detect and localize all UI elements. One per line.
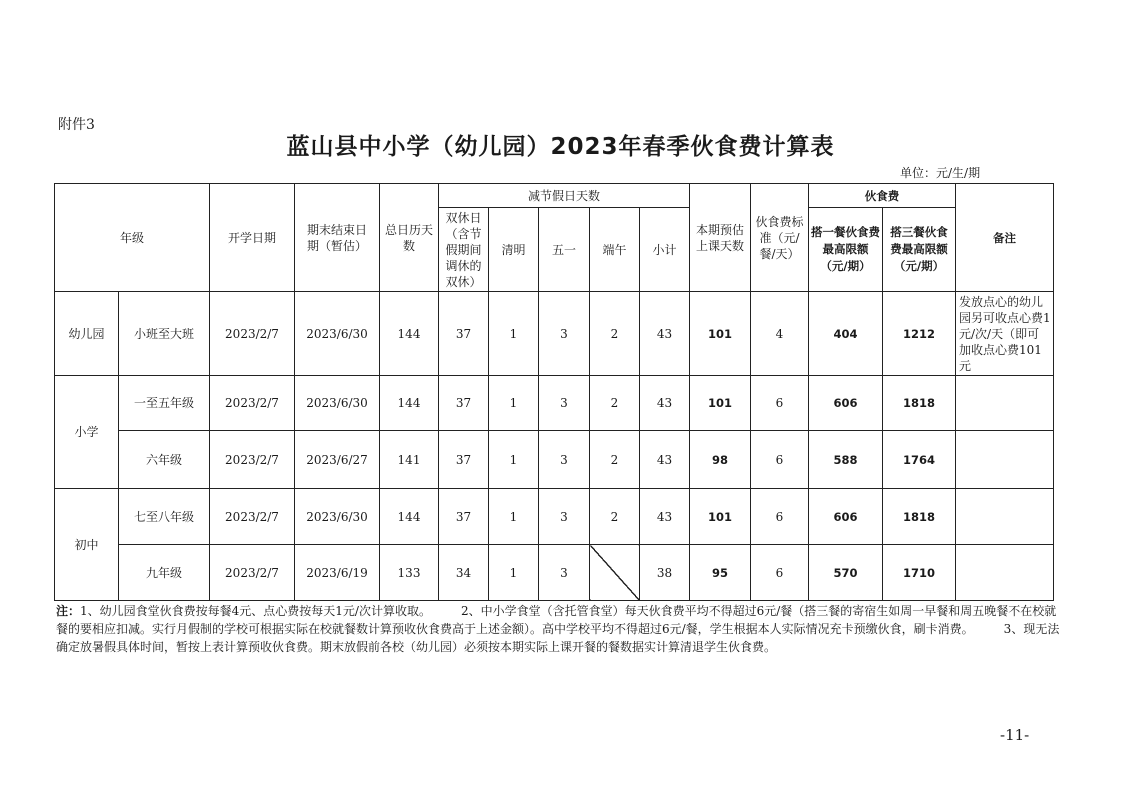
header-holiday-group: 减节假日天数	[439, 184, 690, 208]
notes	[56, 602, 1066, 656]
section-junior: 初中	[55, 489, 119, 601]
table-row	[55, 545, 1054, 601]
grade-cell: 六年级	[119, 431, 210, 489]
fee-standard-cell: 4	[751, 292, 809, 376]
table-row	[55, 292, 1054, 376]
duanwu-cell-empty	[590, 545, 640, 601]
duanwu-cell: 2	[590, 376, 640, 431]
duanwu-cell: 2	[590, 489, 640, 545]
header-total-days: 总日历天数	[380, 184, 439, 292]
three-meal-cell: 1764	[883, 431, 956, 489]
three-meal-cell: 1212	[883, 292, 956, 376]
unit-label: 单位：元/生/期	[900, 166, 981, 180]
header-school-days: 本期预估上课天数	[690, 184, 751, 292]
header-qingming: 清明	[489, 208, 539, 292]
grade-cell: 小班至大班	[119, 292, 210, 376]
page-number: -11-	[1000, 726, 1030, 744]
start-date-cell: 2023/2/7	[210, 489, 295, 545]
remark-cell	[956, 545, 1054, 601]
header-subtotal: 小计	[640, 208, 690, 292]
school-days-cell: 95	[690, 545, 751, 601]
subtotal-cell: 43	[640, 292, 690, 376]
subtotal-cell: 43	[640, 489, 690, 545]
grade-cell: 七至八年级	[119, 489, 210, 545]
header-start-date: 开学日期	[210, 184, 295, 292]
school-days-cell: 101	[690, 376, 751, 431]
school-days-cell: 101	[690, 489, 751, 545]
header-fee-standard: 伙食费标准（元/餐/天）	[751, 184, 809, 292]
table-row	[55, 489, 1054, 545]
end-date-cell: 2023/6/30	[295, 489, 380, 545]
fee-standard-cell: 6	[751, 545, 809, 601]
header-duanwu: 端午	[590, 208, 640, 292]
total-days-cell: 144	[380, 489, 439, 545]
subtotal-cell: 43	[640, 376, 690, 431]
wuyi-cell: 3	[539, 292, 590, 376]
end-date-cell: 2023/6/19	[295, 545, 380, 601]
fee-table	[54, 183, 1054, 601]
header-one-meal: 搭一餐伙食费最高限额（元/期）	[809, 208, 883, 292]
header-wuyi: 五一	[539, 208, 590, 292]
duanwu-cell: 2	[590, 431, 640, 489]
total-days-cell: 141	[380, 431, 439, 489]
grade-cell: 一至五年级	[119, 376, 210, 431]
three-meal-cell: 1818	[883, 489, 956, 545]
section-primary: 小学	[55, 376, 119, 489]
section-kindergarten: 幼儿园	[55, 292, 119, 376]
total-days-cell: 144	[380, 292, 439, 376]
table-row	[55, 431, 1054, 489]
qingming-cell: 1	[489, 431, 539, 489]
total-days-cell: 144	[380, 376, 439, 431]
header-grade: 年级	[55, 184, 210, 292]
header-remarks: 备注	[956, 184, 1054, 292]
wuyi-cell: 3	[539, 431, 590, 489]
start-date-cell: 2023/2/7	[210, 376, 295, 431]
weekend-cell: 37	[439, 292, 489, 376]
subtotal-cell: 38	[640, 545, 690, 601]
attachment-label: 附件3	[58, 117, 95, 133]
remark-cell	[956, 489, 1054, 545]
header-meal-fee-group: 伙食费	[809, 184, 956, 208]
one-meal-cell: 588	[809, 431, 883, 489]
school-days-cell: 98	[690, 431, 751, 489]
subtotal-cell: 43	[640, 431, 690, 489]
school-days-cell: 101	[690, 292, 751, 376]
duanwu-cell: 2	[590, 292, 640, 376]
header-three-meal: 搭三餐伙食费最高限额（元/期）	[883, 208, 956, 292]
qingming-cell: 1	[489, 376, 539, 431]
fee-standard-cell: 6	[751, 431, 809, 489]
fee-standard-cell: 6	[751, 489, 809, 545]
start-date-cell: 2023/2/7	[210, 545, 295, 601]
header-end-date: 期末结束日期（暂估）	[295, 184, 380, 292]
wuyi-cell: 3	[539, 545, 590, 601]
wuyi-cell: 3	[539, 376, 590, 431]
grade-cell: 九年级	[119, 545, 210, 601]
remark-cell: 发放点心的幼儿园另可收点心费1元/次/天（即可加收点心费101元	[956, 292, 1054, 376]
remark-cell	[956, 376, 1054, 431]
end-date-cell: 2023/6/30	[295, 292, 380, 376]
start-date-cell: 2023/2/7	[210, 292, 295, 376]
one-meal-cell: 606	[809, 376, 883, 431]
wuyi-cell: 3	[539, 489, 590, 545]
weekend-cell: 37	[439, 376, 489, 431]
three-meal-cell: 1818	[883, 376, 956, 431]
end-date-cell: 2023/6/30	[295, 376, 380, 431]
weekend-cell: 37	[439, 431, 489, 489]
weekend-cell: 37	[439, 489, 489, 545]
weekend-cell: 34	[439, 545, 489, 601]
qingming-cell: 1	[489, 545, 539, 601]
start-date-cell: 2023/2/7	[210, 431, 295, 489]
qingming-cell: 1	[489, 489, 539, 545]
three-meal-cell: 1710	[883, 545, 956, 601]
qingming-cell: 1	[489, 292, 539, 376]
end-date-cell: 2023/6/27	[295, 431, 380, 489]
header-weekend: 双休日（含节假期间调休的双休）	[439, 208, 489, 292]
table-row	[55, 376, 1054, 431]
fee-standard-cell: 6	[751, 376, 809, 431]
page-title: 蓝山县中小学（幼儿园）2023年春季伙食费计算表	[286, 134, 835, 160]
total-days-cell: 133	[380, 545, 439, 601]
notes-label: 注：	[56, 604, 81, 618]
one-meal-cell: 570	[809, 545, 883, 601]
remark-cell	[956, 431, 1054, 489]
notes-text: 1、幼儿园食堂伙食费按每餐4元、点心费按每天1元/次计算收取。 2、中小学食堂（含托管食堂）每天伙食费平均不得超过6元/餐（搭三餐的寄宿生如周一早餐和周五晚餐不在校就餐的要相应扣减。实行月假制的学校可根据实际在校就餐数计算预收伙食费高于上述金额）。高中学校平均不得超过6元/餐，学生根据本人实际情况充卡预缴伙食，刷卡消费。 3、现无法确定放暑假具体时间，暂按上表计算预收伙食费。期末放假前各校（幼儿园）必须按本期实际上课开餐的餐数据实计算清退学生伙食费。	[56, 604, 1060, 654]
one-meal-cell: 606	[809, 489, 883, 545]
one-meal-cell: 404	[809, 292, 883, 376]
